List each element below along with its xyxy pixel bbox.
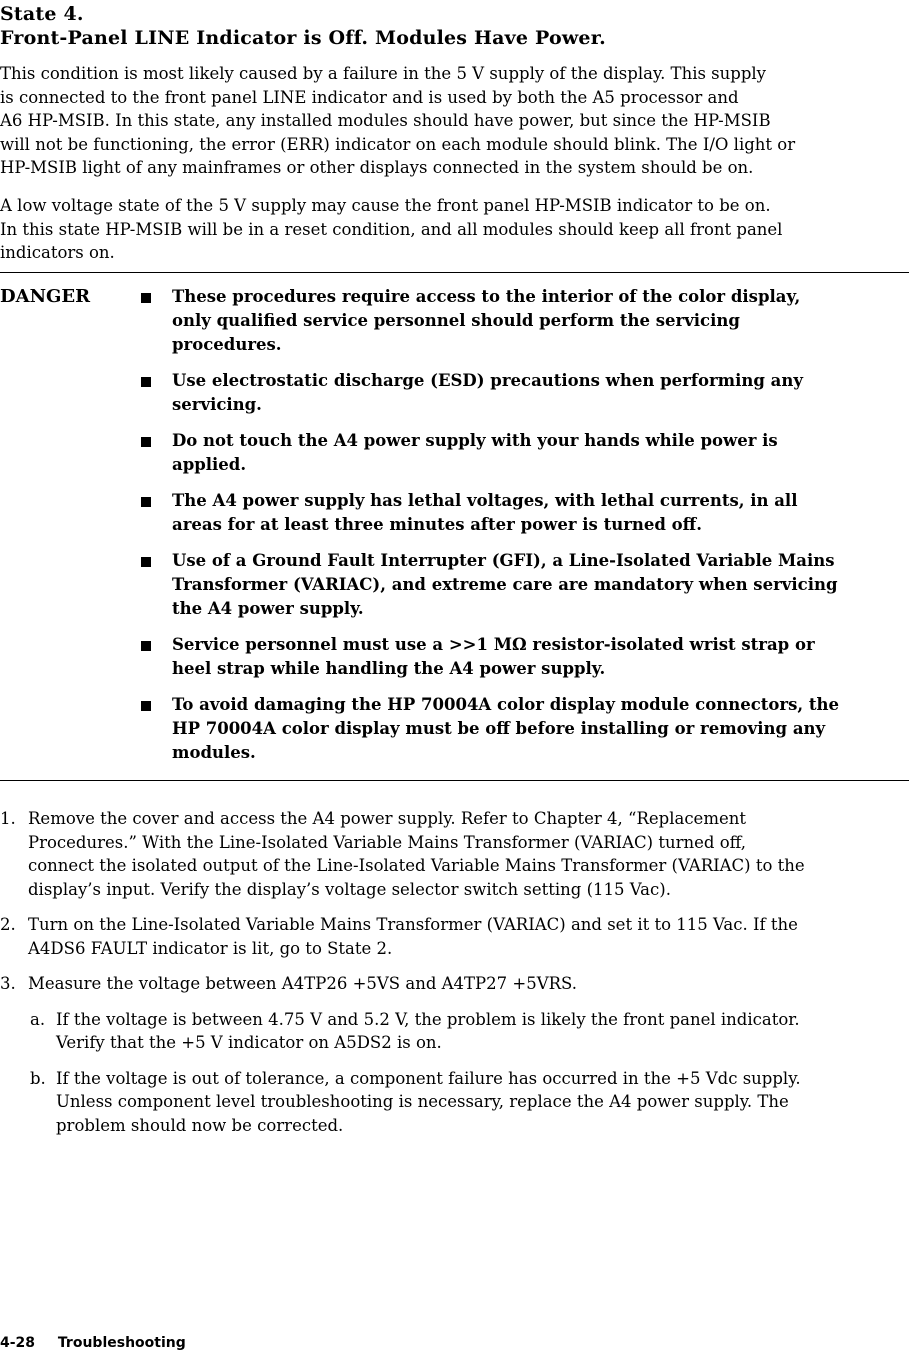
danger-item-text: To avoid damaging the HP 70004A color display module connectors, the HP 70004A color display must be off before installing or removing any modules.	[172, 695, 839, 762]
substep-letter: a.	[30, 1009, 46, 1029]
danger-item-text: The A4 power supply has lethal voltages, with lethal currents, in all areas for at least three minutes after power is turned off.	[172, 491, 798, 534]
page-number: 4-28	[0, 1335, 36, 1351]
intro-paragraph-1: This condition is most likely caused by a failure in the 5 V supply of the display. This supply is connected to the front panel LINE indicator and is used by both the A5 processor and A6 HP-MSIB. In this state, any installed modules should have power, but since the HP-MSIB will not be functioning, the error (ERR) indicator on each module should blink. The I/O light or HP-MSIB light of any mainframes or other displays connected in the system should be on.	[0, 64, 796, 177]
procedure-step	[0, 807, 905, 901]
page-footer	[0, 1334, 186, 1352]
procedure-step	[0, 913, 905, 960]
square-bullet-icon	[141, 701, 151, 711]
step-number: 2.	[0, 915, 16, 934]
procedure-step	[0, 972, 905, 996]
state-subtitle: Front-Panel LINE Indicator is Off. Modules Have Power.	[0, 27, 606, 49]
danger-item	[141, 285, 909, 357]
danger-top-rule	[0, 272, 909, 273]
danger-item	[141, 369, 909, 417]
danger-item	[141, 429, 909, 477]
step-number: 3.	[0, 974, 16, 993]
step-text: Turn on the Line-Isolated Variable Mains Transformer (VARIAC) and set it to 115 Vac. If the A4DS6 FAULT indicator is lit, go to State 2.	[28, 915, 798, 958]
square-bullet-icon	[141, 437, 151, 447]
danger-item-text: Use electrostatic discharge (ESD) precautions when performing any servicing.	[172, 371, 803, 414]
procedure-steps	[0, 807, 905, 1149]
square-bullet-icon	[141, 497, 151, 507]
danger-item	[141, 549, 909, 621]
substep-letter: b.	[30, 1068, 46, 1088]
footer-section: Troubleshooting	[57, 1335, 186, 1351]
danger-bottom-rule	[0, 780, 909, 781]
danger-label: DANGER	[0, 286, 91, 307]
danger-item-text: These procedures require access to the interior of the color display, only qualified service personnel should perform the servicing procedures.	[172, 287, 801, 354]
danger-item	[141, 633, 909, 681]
step-text: Measure the voltage between A4TP26 +5VS and A4TP27 +5VRS.	[28, 974, 578, 993]
square-bullet-icon	[141, 377, 151, 387]
danger-item-text: Use of a Ground Fault Interrupter (GFI), a Line-Isolated Variable Mains Transformer (VARIAC), and extreme care are mandatory when servicing the A4 power supply.	[172, 551, 838, 618]
substep-text: If the voltage is between 4.75 V and 5.2 V, the problem is likely the front panel indicator. Verify that the +5 V indicator on A5DS2 is on.	[56, 1009, 800, 1052]
danger-item-text: Service personnel must use a >>1 MΩ resistor-isolated wrist strap or heel strap while handling the A4 power supply.	[172, 635, 815, 678]
danger-item	[141, 489, 909, 537]
step-number: 1.	[0, 809, 16, 828]
section-heading	[0, 2, 606, 50]
substep-text: If the voltage is out of tolerance, a component failure has occurred in the +5 Vdc supply. Unless component level troubleshooting is necessary, replace the A4 power supply. The problem should now be corrected.	[56, 1068, 801, 1135]
danger-list	[141, 285, 909, 777]
square-bullet-icon	[141, 293, 151, 303]
intro-paragraph-2: A low voltage state of the 5 V supply may cause the front panel HP-MSIB indicator to be on. In this state HP-MSIB will be in a reset condition, and all modules should keep all front panel indicators on.	[0, 196, 783, 262]
state-title: State 4.	[0, 3, 84, 25]
square-bullet-icon	[141, 557, 151, 567]
square-bullet-icon	[141, 641, 151, 651]
procedure-substep	[0, 1067, 905, 1138]
procedure-substep	[0, 1008, 905, 1055]
step-text: Remove the cover and access the A4 power supply. Refer to Chapter 4, “Replacement Procedures.” With the Line-Isolated Variable Mains Transformer (VARIAC) turned off, connect the isolated output of the Line-Isolated Variable Mains Transformer (VARIAC) to the display’s input. Verify the display’s voltage selector switch setting (115 Vac).	[28, 809, 805, 899]
danger-item	[141, 693, 909, 765]
danger-item-text: Do not touch the A4 power supply with your hands while power is applied.	[172, 431, 778, 474]
